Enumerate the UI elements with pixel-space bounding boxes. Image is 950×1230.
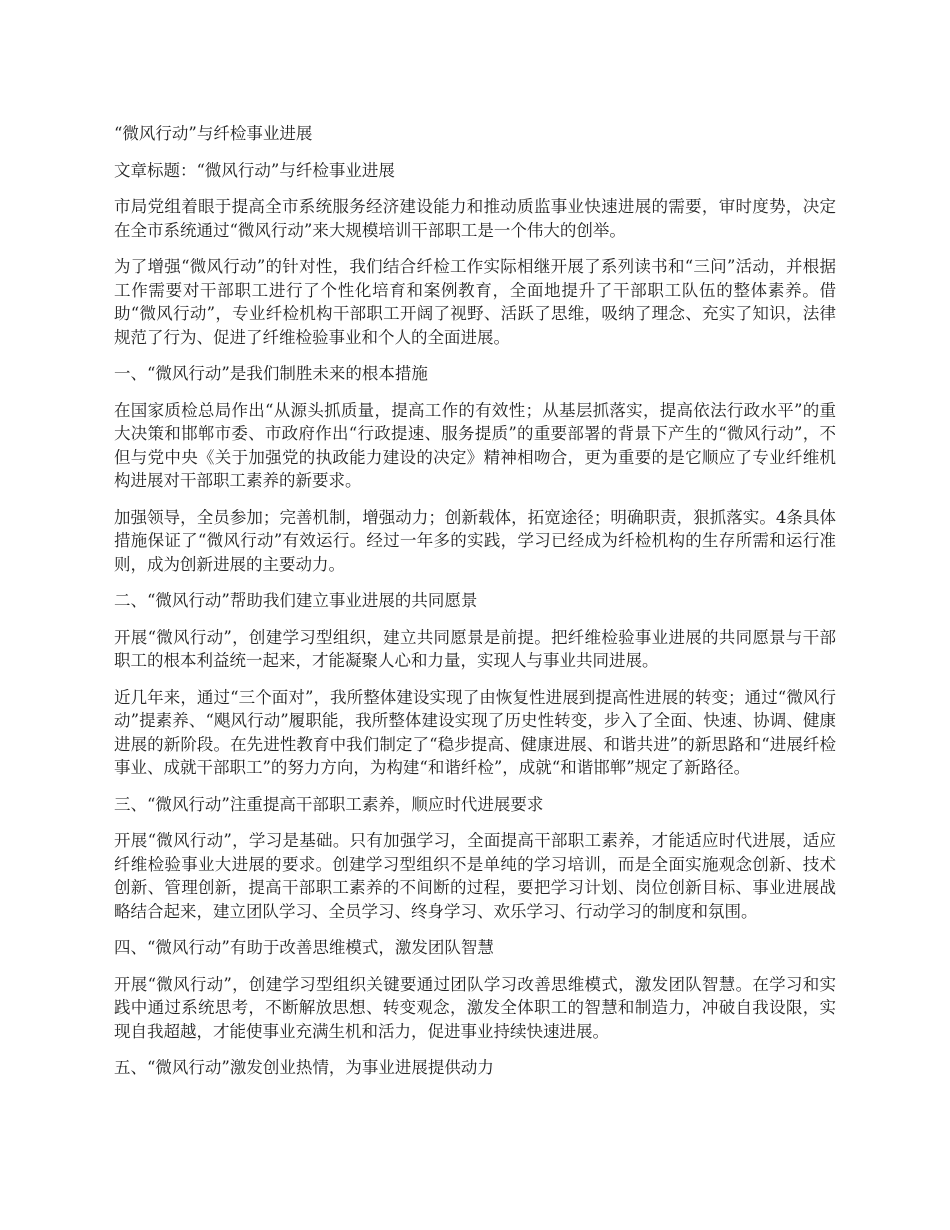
paragraph-section-1b: 加强领导，全员参加；完善机制，增强动力；创新载体，拓宽途径；明确职责，狠抓落实。4条具体措施保证了“微风行动”有效运行。经过一年多的实践，学习已经成为纤检机构的生存所需和运行准则，成为创新进展的主要动力。 [114, 507, 836, 574]
section-heading-5: 五、“微风行动”激发创业热情，为事业进展提供动力 [114, 1058, 494, 1077]
document-title: “微风行动”与纤检事业进展 [114, 124, 313, 143]
section-heading-3: 三、“微风行动”注重提高干部职工素养，顺应时代进展要求 [114, 794, 544, 814]
paragraph-intro: 市局党组着眼于提高全市系统服务经济建设能力和推动质监事业快速进展的需要，审时度势，决定在全市系统通过“微风行动”来大规模培训干部职工是一个伟大的创举。 [114, 197, 836, 240]
paragraph-section-1a: 在国家质检总局作出“从源头抓质量，提高工作的有效性；从基层抓落实，提高依法行政水平”的重大决策和邯郸市委、市政府作出“行政提速、服务提质”的重要部署的背景下产生的“微风行动”，不但与党中央《关于加强党的执政能力建设的决定》精神相吻合，更为重要的是它顺应了专业纤维机构进展对干部职工素养的新要求。 [114, 400, 836, 490]
paragraph-background: 为了增强“微风行动”的针对性，我们结合纤检工作实际相继开展了系列读书和“三问”活动，并根据工作需要对干部职工进行了个性化培育和案例教育，全面地提升了干部职工队伍的整体素养。借助“微风行动”，专业纤检机构干部职工开阔了视野、活跃了思维，吸纳了理念、充实了知识，法律规范了行为、促进了纤维检验事业和个人的全面进展。 [114, 257, 836, 347]
paragraph-section-2a: 开展“微风行动”，创建学习型组织，建立共同愿景是前提。把纤维检验事业进展的共同愿景与干部职工的根本利益统一起来，才能凝聚人心和力量，实现人与事业共同进展。 [114, 627, 836, 670]
document-page [114, 122, 836, 1093]
paragraph-section-3: 开展“微风行动”，学习是基础。只有加强学习，全面提高干部职工素养，才能适应时代进展，适应纤维检验事业大进展的要求。创建学习型组织不是单纯的学习培训，而是全面实施观念创新、技术创新、管理创新，提高干部职工素养的不间断的过程，要把学习计划、岗位创新目标、事业进展战略结合起来，建立团队学习、全员学习、终身学习、欢乐学习、行动学习的制度和氛围。 [114, 831, 836, 921]
article-title-line: 文章标题：“微风行动”与纤检事业进展 [114, 160, 395, 180]
paragraph-section-2b: 近几年来，通过“三个面对”，我所整体建设实现了由恢复性进展到提高性进展的转变；通过“微风行动”提素养、“飓风行动”履职能，我所整体建设实现了历史性转变，步入了全面、快速、协调、健康进展的新阶段。在先进性教育中我们制定了“稳步提高、健康进展、和谐共进”的新思路和“进展纤检事业、成就干部职工”的努力方向，为构建“和谐纤检”，成就“和谐邯郸”规定了新路径。 [114, 687, 836, 777]
section-heading-2: 二、“微风行动”帮助我们建立事业进展的共同愿景 [114, 591, 478, 610]
section-heading-1: 一、“微风行动”是我们制胜未来的根本措施 [114, 364, 428, 383]
paragraph-section-4: 开展“微风行动”，创建学习型组织关键要通过团队学习改善思维模式，激发团队智慧。在学习和实践中通过系统思考，不断解放思想、转变观念，激发全体职工的智慧和制造力，冲破自我设限，实现自我超越，才能使事业充满生机和活力，促进事业持续快速进展。 [114, 974, 836, 1041]
section-heading-4: 四、“微风行动”有助于改善思维模式，激发团队智慧 [114, 938, 494, 957]
